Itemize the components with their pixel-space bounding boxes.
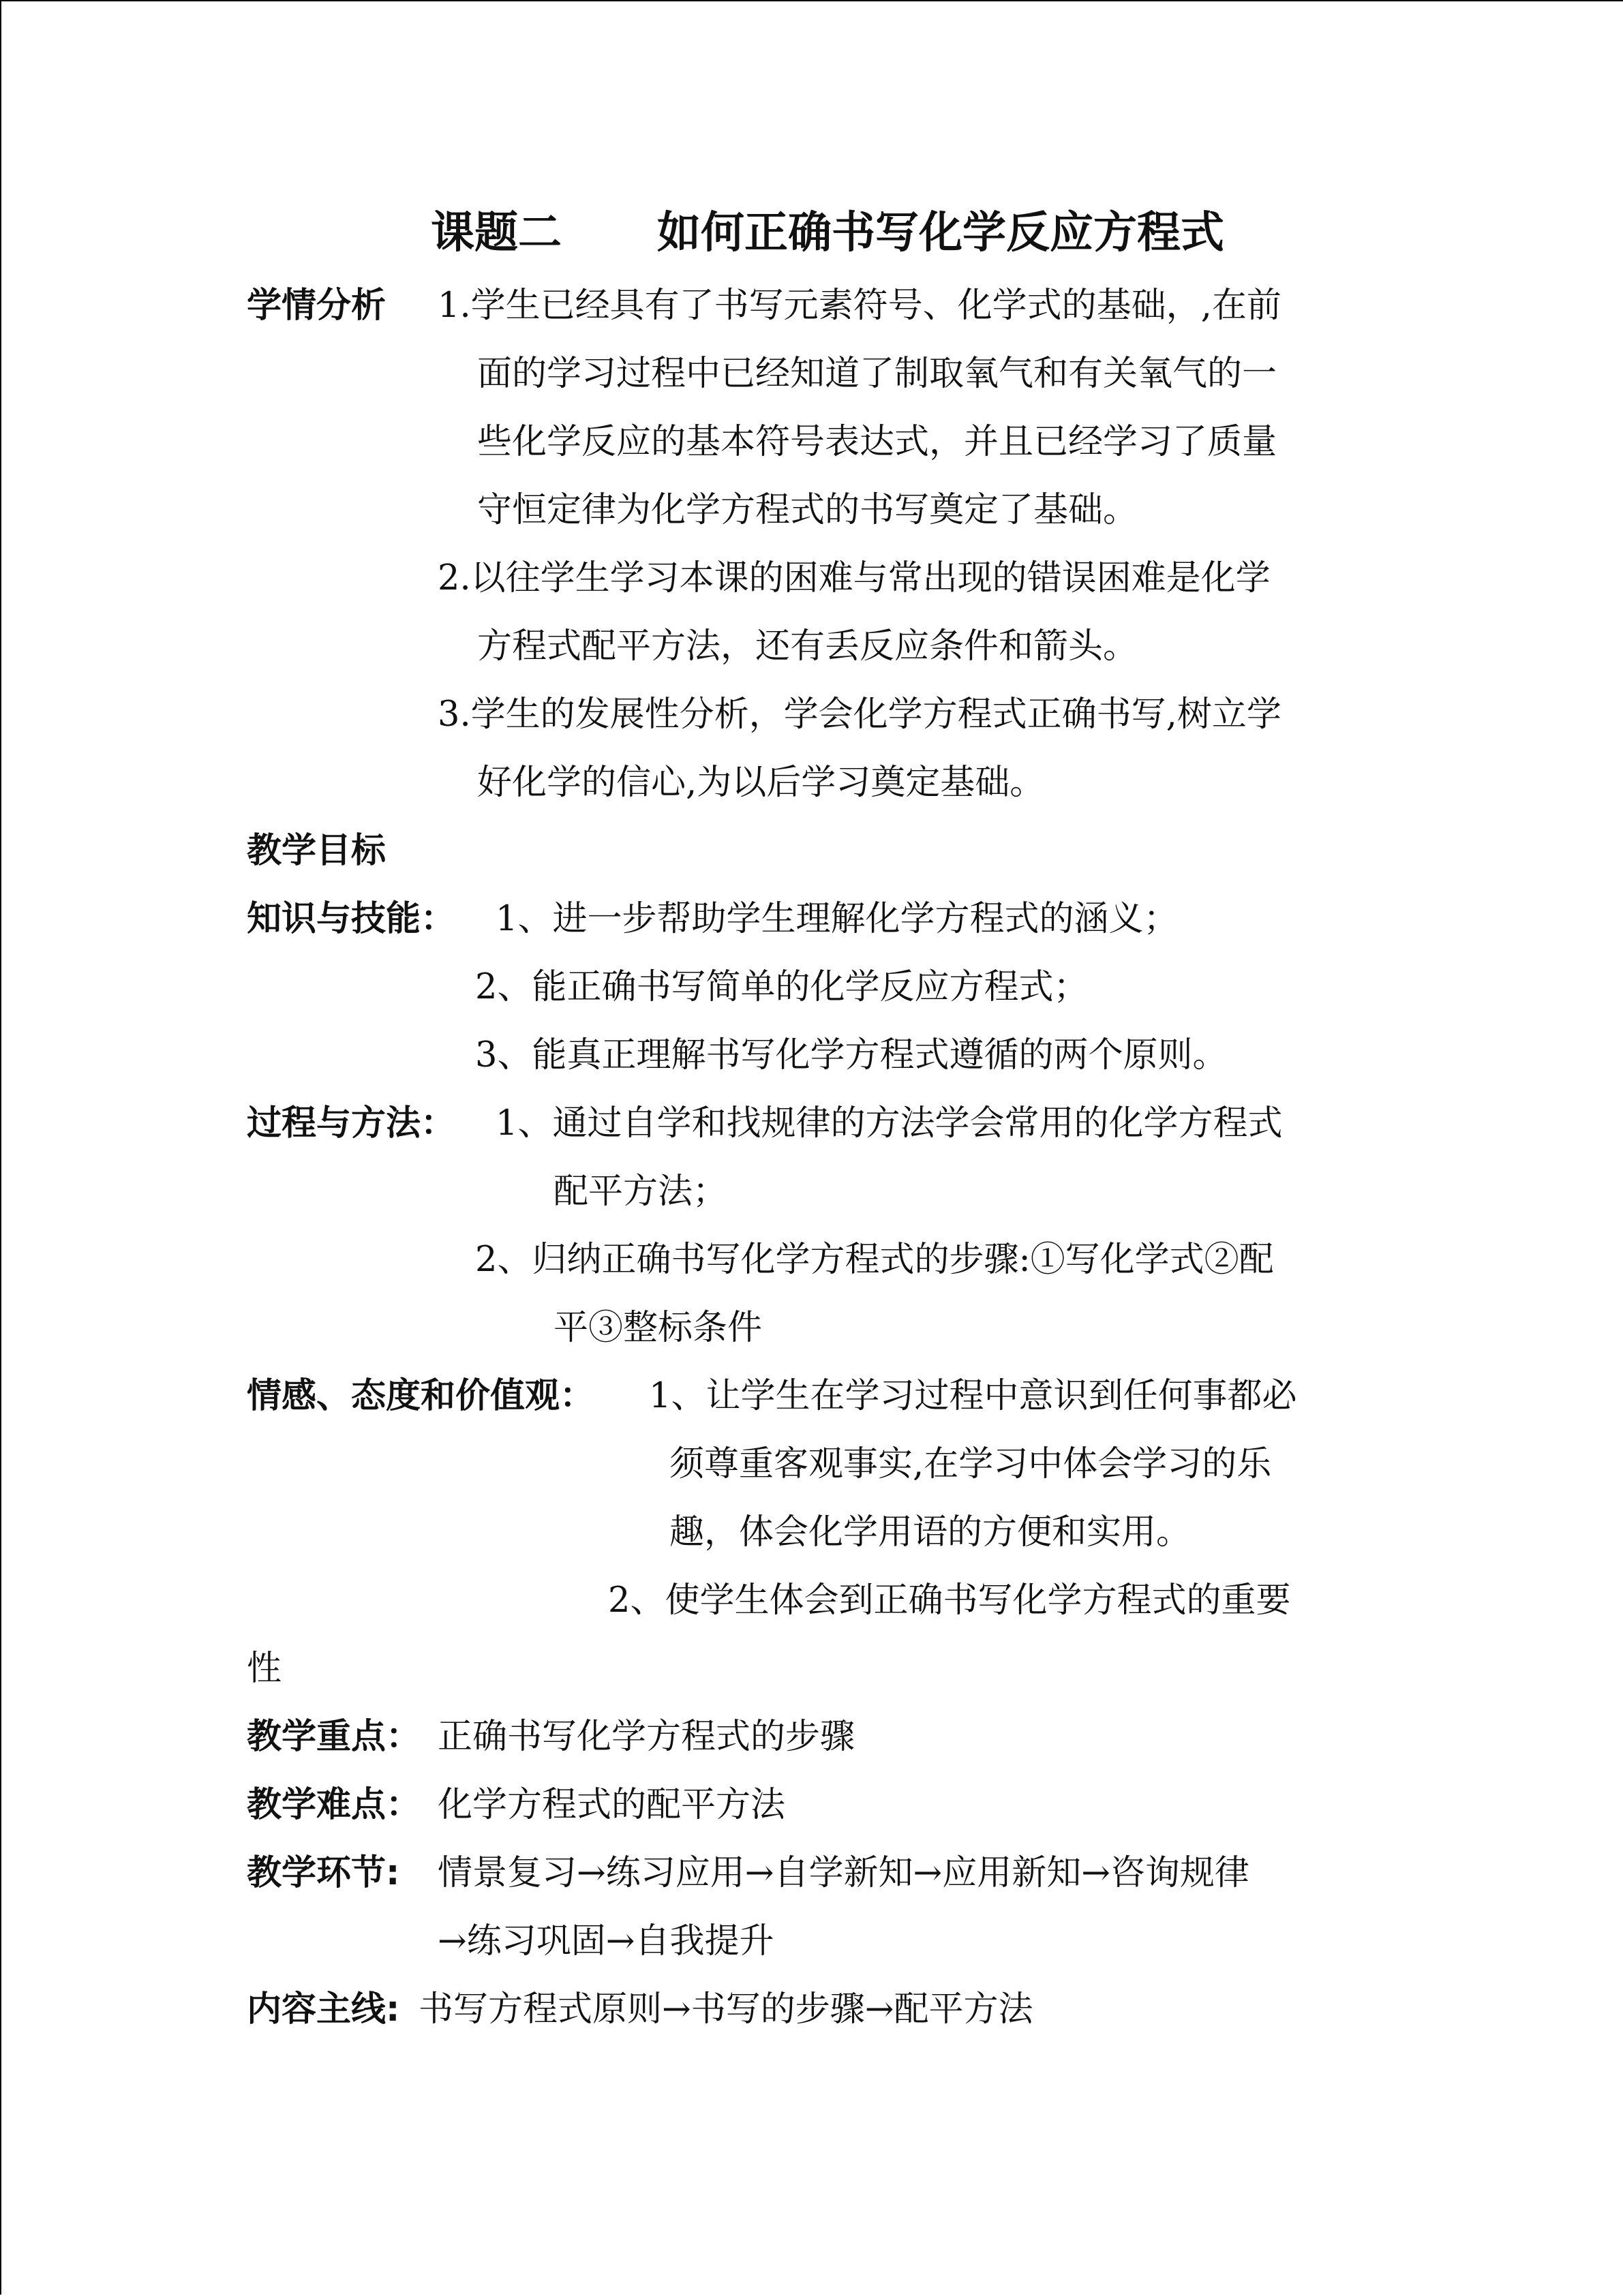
- analysis-line: 守恒定律为化学方程式的书写奠定了基础。: [477, 490, 1138, 530]
- analysis-line: 3.学生的发展性分析，学会化学方程式正确书写,树立学: [438, 694, 1281, 735]
- emotion-line: 趣，体会化学用语的方便和实用。: [669, 1512, 1192, 1552]
- title-prefix: 课题二: [431, 208, 562, 258]
- steps-line: →练习巩固→自我提升: [438, 1921, 774, 1961]
- process-line: 平③整标条件: [553, 1308, 763, 1348]
- process-label: 过程与方法：: [247, 1103, 456, 1144]
- difficulty-text: 化学方程式的配平方法: [438, 1785, 786, 1825]
- analysis-line: 面的学习过程中已经知道了制取氧气和有关氧气的一: [477, 354, 1277, 394]
- emotion-line: 1、让学生在学习过程中意识到任何事都必: [649, 1376, 1297, 1416]
- analysis-line: 2.以往学生学习本课的困难与常出现的错误困难是化学: [438, 558, 1271, 598]
- knowledge-line: 1、进一步帮助学生理解化学方程式的涵义；: [496, 899, 1179, 939]
- title-main: 如何正确书写化学反应方程式: [657, 208, 1224, 258]
- analysis-label: 学情分析: [247, 286, 386, 326]
- analysis-line: 1.学生已经具有了书写元素符号、化学式的基础，,在前: [438, 286, 1281, 326]
- steps-line: 情景复习→练习应用→自学新知→应用新知→咨询规律: [438, 1853, 1249, 1893]
- process-line: 1、通过自学和找规律的方法学会常用的化学方程式: [496, 1103, 1283, 1144]
- difficulty-label: 教学难点：: [247, 1785, 421, 1825]
- main-line-text: 书写方程式原则→书写的步骤→配平方法: [419, 1989, 1033, 2030]
- analysis-line: 些化学反应的基本符号表达式，并且已经学习了质量: [477, 422, 1277, 462]
- emotion-label: 情感、态度和价值观：: [247, 1376, 595, 1416]
- goals-heading: 教学目标: [247, 831, 386, 871]
- analysis-line: 方程式配平方法，还有丢反应条件和箭头。: [477, 626, 1138, 667]
- knowledge-line: 3、能真正理解书写化学方程式遵循的两个原则。: [475, 1035, 1228, 1075]
- knowledge-line: 2、能正确书写简单的化学反应方程式；: [475, 967, 1089, 1007]
- knowledge-label: 知识与技能：: [247, 899, 456, 939]
- process-line: 2、归纳正确书写化学方程式的步骤:①写化学式②配: [475, 1240, 1274, 1280]
- emotion-line: 须尊重客观事实,在学习中体会学习的乐: [669, 1444, 1272, 1484]
- steps-label: 教学环节:: [247, 1853, 400, 1893]
- main-line-label: 内容主线:: [247, 1989, 400, 2030]
- key-point-label: 教学重点：: [247, 1717, 421, 1757]
- analysis-line: 好化学的信心,为以后学习奠定基础。: [477, 763, 1045, 803]
- process-line: 配平方法；: [553, 1172, 728, 1212]
- emotion-line: 性: [247, 1649, 282, 1689]
- emotion-line: 2、使学生体会到正确书写化学方程式的重要: [608, 1580, 1291, 1621]
- key-point-text: 正确书写化学方程式的步骤: [438, 1717, 855, 1757]
- page-title: [431, 206, 1224, 260]
- document-page: [1, 1, 1623, 2296]
